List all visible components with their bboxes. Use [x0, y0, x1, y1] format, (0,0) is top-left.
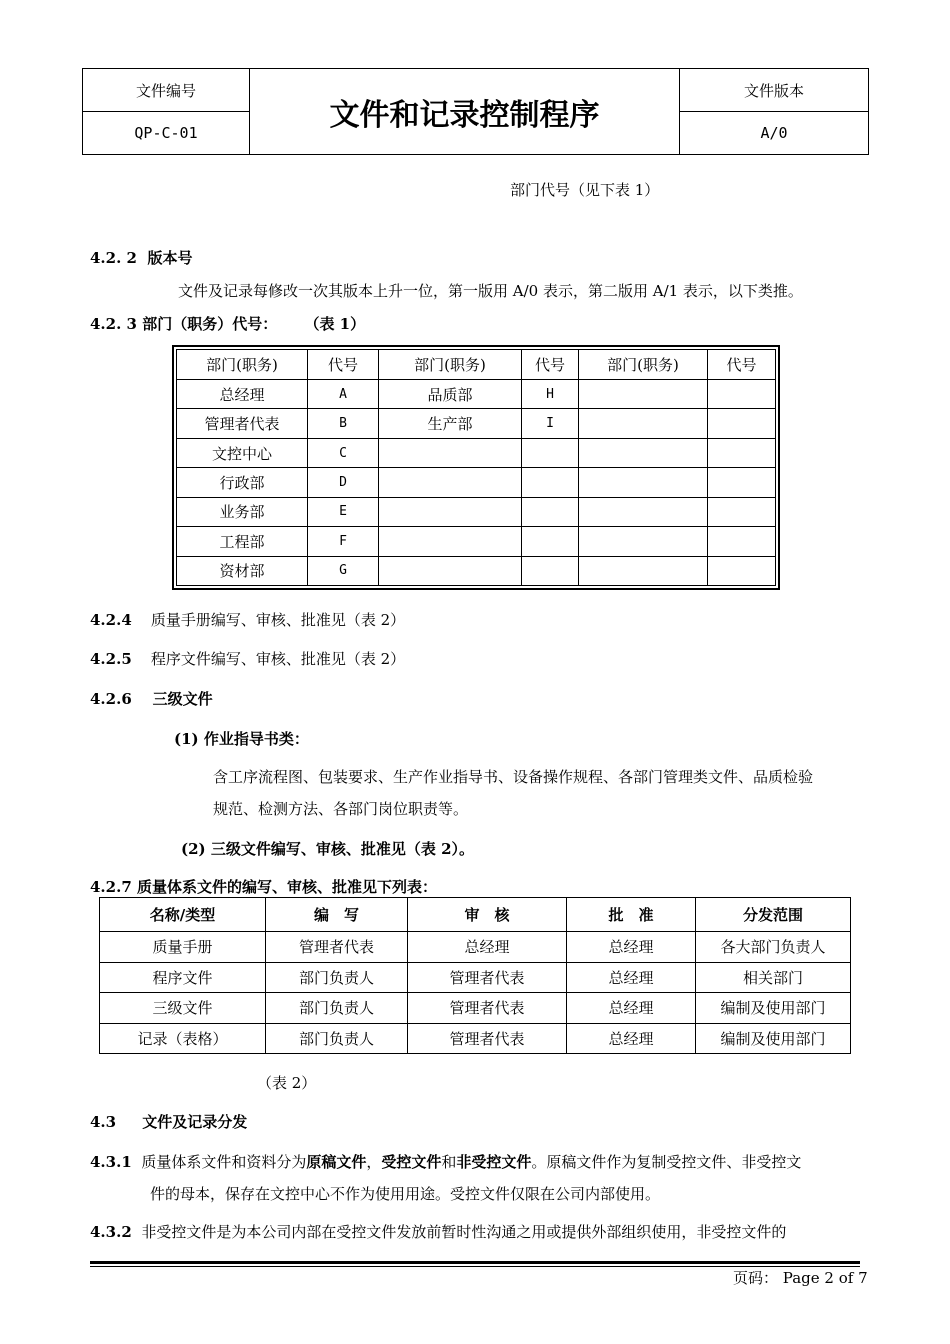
table-cell	[522, 527, 579, 556]
table-cell: 质量手册	[100, 932, 266, 963]
section-4-3-1-line2: 件的母本，保存在文控中心不作为使用用途。受控文件仅限在公司内部使用。	[150, 1185, 661, 1203]
table-row	[177, 556, 776, 585]
table-cell: 管理者代表	[177, 409, 308, 438]
table-cell: 记录（表格）	[100, 1023, 266, 1054]
subsection-2-title: (2) 三级文件编写、审核、批准见（表 2）。	[181, 840, 475, 858]
table-cell: 部门负责人	[266, 962, 408, 993]
table-cell	[522, 468, 579, 497]
table-cell: 总经理	[567, 932, 696, 963]
text-run: ，	[366, 1153, 382, 1171]
section-text: 质量手册编写、审核、批准见（表 2）	[150, 611, 406, 629]
table-cell	[379, 497, 522, 526]
table-cell: D	[308, 468, 379, 497]
section-number: 4.3.1	[90, 1153, 132, 1171]
table-cell	[708, 409, 776, 438]
document-approval-table	[99, 897, 851, 1054]
table-cell: 品质部	[379, 380, 522, 409]
section-title: 文件及记录分发	[142, 1113, 248, 1131]
table-cell: 编制及使用部门	[696, 993, 851, 1024]
table-cell: G	[308, 556, 379, 585]
table-cell	[708, 468, 776, 497]
table-cell	[579, 527, 708, 556]
table-cell: 三级文件	[100, 993, 266, 1024]
table-cell: 资材部	[177, 556, 308, 585]
text-run-bold: 原稿文件	[306, 1153, 367, 1171]
table-header-cell: 部门(职务)	[579, 350, 708, 380]
dept-code-note: 部门代号（见下表 1）	[510, 181, 660, 199]
table-cell	[522, 556, 579, 585]
table-header-cell: 编 写	[266, 898, 408, 932]
section-number: 4.2.5	[90, 650, 132, 668]
doc-number-label: 文件编号	[83, 69, 250, 112]
table-header-cell: 代号	[522, 350, 579, 380]
table-cell	[708, 497, 776, 526]
doc-number: QP-C-01	[83, 112, 250, 155]
table-cell: 业务部	[177, 497, 308, 526]
table-cell	[708, 527, 776, 556]
text-run-bold: 非受控文件	[456, 1153, 532, 1171]
document-header	[82, 68, 869, 155]
table-row	[177, 468, 776, 497]
table-header-cell: 批 准	[567, 898, 696, 932]
table-cell: 管理者代表	[266, 932, 408, 963]
subsection-1-text-line1: 含工序流程图、包装要求、生产作业指导书、设备操作规程、各部门管理类文件、品质检验	[213, 768, 814, 786]
table-cell	[708, 556, 776, 585]
section-title: 4.2. 3 部门（职务）代号：	[90, 315, 278, 333]
table-row	[177, 380, 776, 409]
table-row	[100, 962, 851, 993]
table-cell: 总经理	[177, 380, 308, 409]
table-cell: 文控中心	[177, 438, 308, 467]
table-cell: 部门负责人	[266, 1023, 408, 1054]
section-4-2-2-text: 文件及记录每修改一次其版本上升一位，第一版用 A/0 表示，第二版用 A/1 表示，以下类推。	[178, 282, 803, 300]
table-header-cell: 分发范围	[696, 898, 851, 932]
text-run: 质量体系文件和资料分为	[141, 1153, 307, 1171]
table-cell	[579, 468, 708, 497]
table-cell: 总经理	[567, 962, 696, 993]
table-row	[177, 497, 776, 526]
table-cell	[522, 497, 579, 526]
section-4-2-4	[90, 609, 405, 630]
subsection-1-text-line2: 规范、检测方法、各部门岗位职责等。	[213, 800, 469, 818]
table-row	[100, 932, 851, 963]
table-ref: （表 1）	[304, 315, 366, 333]
table-cell	[379, 468, 522, 497]
table-cell: 行政部	[177, 468, 308, 497]
table-row	[177, 527, 776, 556]
section-4-2-6-heading	[90, 688, 213, 709]
table-cell: 编制及使用部门	[696, 1023, 851, 1054]
table-cell	[379, 527, 522, 556]
table-cell: 工程部	[177, 527, 308, 556]
section-number: 4.3	[90, 1113, 117, 1131]
table-cell	[579, 380, 708, 409]
table-row	[177, 409, 776, 438]
table-cell	[579, 409, 708, 438]
table-cell	[379, 438, 522, 467]
version-label: 文件版本	[680, 69, 869, 112]
table-row	[177, 438, 776, 467]
table-cell	[708, 380, 776, 409]
table-header-cell: 部门(职务)	[379, 350, 522, 380]
table-header-cell: 审 核	[408, 898, 567, 932]
table-cell: 生产部	[379, 409, 522, 438]
table-cell: A	[308, 380, 379, 409]
table-cell: 相关部门	[696, 962, 851, 993]
table-cell: I	[522, 409, 579, 438]
table-cell: H	[522, 380, 579, 409]
table-cell: 程序文件	[100, 962, 266, 993]
table-cell: 总经理	[567, 1023, 696, 1054]
section-number: 4.2. 2	[90, 249, 137, 267]
page-label: 页码：	[733, 1269, 779, 1287]
table-1	[176, 349, 776, 586]
table-cell: 部门负责人	[266, 993, 408, 1024]
table-cell: 管理者代表	[408, 962, 567, 993]
table-cell: C	[308, 438, 379, 467]
document-title: 文件和记录控制程序	[250, 69, 680, 155]
subsection-1-title: (1) 作业指导书类：	[174, 730, 309, 748]
table-cell	[379, 556, 522, 585]
table-header-cell: 部门(职务)	[177, 350, 308, 380]
table-header-cell: 代号	[308, 350, 379, 380]
section-4-3-heading	[90, 1111, 247, 1132]
table-cell	[579, 438, 708, 467]
table-cell	[522, 438, 579, 467]
section-number: 4.2.4	[90, 611, 132, 629]
table-row	[100, 1023, 851, 1054]
section-number: 4.2.6	[90, 690, 132, 708]
table-cell: 管理者代表	[408, 993, 567, 1024]
table-cell: F	[308, 527, 379, 556]
text-run: 。原稿文件作为复制受控文件、非受控文	[531, 1153, 802, 1171]
section-text: 程序文件编写、审核、批准见（表 2）	[150, 650, 406, 668]
table-cell: 管理者代表	[408, 1023, 567, 1054]
table-header-cell: 代号	[708, 350, 776, 380]
section-text: 非受控文件是为本公司内部在受控文件发放前暂时性沟通之用或提供外部组织使用，非受控文件的	[141, 1223, 787, 1241]
department-code-table	[172, 345, 780, 590]
table-cell: B	[308, 409, 379, 438]
section-4-3-2	[90, 1221, 786, 1242]
section-number: 4.3.2	[90, 1223, 132, 1241]
table-2-caption: （表 2）	[257, 1074, 317, 1092]
version-value: A/0	[680, 112, 869, 155]
table-cell	[579, 497, 708, 526]
section-4-2-7-heading: 4.2.7 质量体系文件的编写、审核、批准见下列表：	[90, 878, 437, 896]
table-cell: 总经理	[408, 932, 567, 963]
text-run-bold: 受控文件	[381, 1153, 442, 1171]
section-4-2-2-heading	[90, 247, 192, 268]
section-4-2-3-heading	[90, 313, 365, 334]
table-cell	[579, 556, 708, 585]
section-title: 版本号	[147, 249, 193, 267]
section-4-3-1-line1	[90, 1151, 801, 1172]
page-value: Page 2 of 7	[782, 1269, 868, 1287]
footer-divider-thick	[90, 1261, 860, 1264]
table-cell: E	[308, 497, 379, 526]
text-run: 和	[441, 1153, 457, 1171]
section-4-2-5	[90, 648, 405, 669]
table-cell: 总经理	[567, 993, 696, 1024]
table-cell: 各大部门负责人	[696, 932, 851, 963]
table-cell	[708, 438, 776, 467]
table-header-cell: 名称/类型	[100, 898, 266, 932]
table-row	[100, 993, 851, 1024]
section-title: 三级文件	[152, 690, 213, 708]
page-number	[733, 1267, 868, 1288]
